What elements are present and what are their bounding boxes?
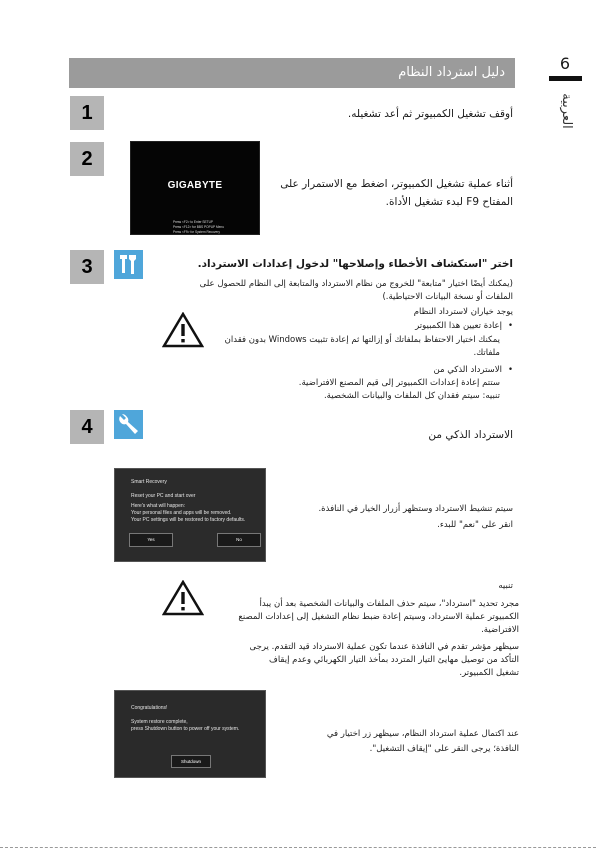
dialog-subtitle: Reset your PC and start over [131,493,196,499]
boot-hint-2: Press <F12> for BBS POPUP Menu [173,225,224,229]
step-4-body-line1: سيتم تنشيط الاسترداد وستظهر أزرار الخيار في النافذة. [318,504,513,514]
done-dialog-title: Congratulations! [131,705,168,711]
warning-icon-2 [162,580,204,616]
shutdown-button[interactable]: Shutdown [171,755,211,768]
note-1-line2: الكمبيوتر عملية الاسترداد، وسيتم إعادة ضبط نظام التشغيل إلى إعدادات المصنع [238,612,519,622]
step-1-number: 1 [70,96,104,130]
step-4-number: 4 [70,410,104,444]
option-1-title: • إعادة تعيين هذا الكمبيوتر [210,320,513,333]
yes-button[interactable]: Yes [129,533,173,547]
note-2-line3: تشغيل الكمبيوتر. [459,668,519,678]
option-2-line2: تنبيه: سيتم فقدان كل الملفات والبيانات الشخصية. [323,391,500,401]
done-dialog-line-1: System restore complete, [131,719,188,725]
note-1-line1: مجرد تحديد "استرداد"، سيتم حذف الملفات والبيانات الشخصية بعد أن يبدأ [259,599,519,609]
page-header-bar [69,58,515,88]
tools-icon [114,250,143,279]
page-number: 6 [559,54,571,73]
page-bottom-rule [0,847,596,848]
step-3-options-heading: يوجد خياران لاسترداد النظام [413,307,513,317]
boot-hint-1: Press <F2> to Enter SETUP [173,220,214,224]
step-2-text-line2: المفتاح F9 لبدء تشغيل الأداة. [385,196,513,208]
dialog-line-2: Your personal files and apps will be removed. [131,510,232,516]
boot-screen-screenshot [130,141,260,235]
wrench-icon [114,410,143,439]
option-2-title: • الاسترداد الذكي من [210,364,513,377]
warning-icon [162,312,204,348]
side-language-label: العربية [559,93,574,129]
note-2-line1: سيظهر مؤشر تقدم في النافذة عندما تكون عملية الاسترداد قيد التقدم. يرجى [249,642,519,652]
dialog-line-1: Here's what will happen: [131,503,186,509]
restore-complete-dialog [114,690,266,778]
dialog-line-3: Your PC settings will be restored to factory defaults. [131,517,246,523]
done-text-line1: عند اكتمال عملية استرداد النظام، سيظهر زر اختيار في [326,729,519,739]
note-heading: تنبيه [498,581,513,591]
note-2-line2: التأكد من توصيل مهايئ التيار المتردد بمأخذ التيار الكهربائي وعدم إيقاف [269,655,519,665]
step-3-number: 3 [70,250,104,284]
step-3-heading: اختر "استكشاف الأخطاء وإصلاحها" لدخول إعدادات الاسترداد. [197,258,513,270]
step-2-text-line1: أثناء عملية تشغيل الكمبيوتر، اضغط مع الاستمرار على [280,178,513,190]
done-dialog-line-2: press Shutdown button to power off your system. [131,726,240,732]
step-1-text: أوقف تشغيل الكمبيوتر ثم أعد تشغيله. [347,108,513,120]
page-title: دليل استرداد النظام [398,65,505,80]
step-2-number: 2 [70,142,104,176]
no-button[interactable]: No [217,533,261,547]
step-3-body-line2: الملفات أو نسخة البيانات الاحتياطية.) [382,292,513,302]
step-4-heading: الاسترداد الذكي من [428,429,513,441]
boot-hint-3: Press <F9> for System Recovery [173,230,220,234]
note-1-line3: الافتراضية. [481,625,519,635]
dialog-title: Smart Recovery [131,479,167,485]
option-1-line1: يمكنك اختيار الاحتفاظ بملفاتك أو إزالتها ثم إعادة تثبيت Windows بدون فقدان [224,335,500,345]
option-2-line1: ستتم إعادة إعدادات الكمبيوتر إلى قيم المصنع الافتراضية. [298,378,500,388]
step-4-body-line2: انقر على "نعم" للبدء. [437,520,513,530]
smart-recovery-dialog [114,468,266,562]
done-text-line2: النافذة؛ يرجى النقر على "إيقاف التشغيل". [369,744,519,754]
option-1-line2: ملفاتك. [473,348,500,358]
gigabyte-logo: GIGABYTE [167,180,223,191]
step-3-body-line1: (يمكنك أيضًا اختيار "متابعة" للخروج من نظام الاسترداد والمتابعة إلى النظام للحصول على [199,279,513,289]
